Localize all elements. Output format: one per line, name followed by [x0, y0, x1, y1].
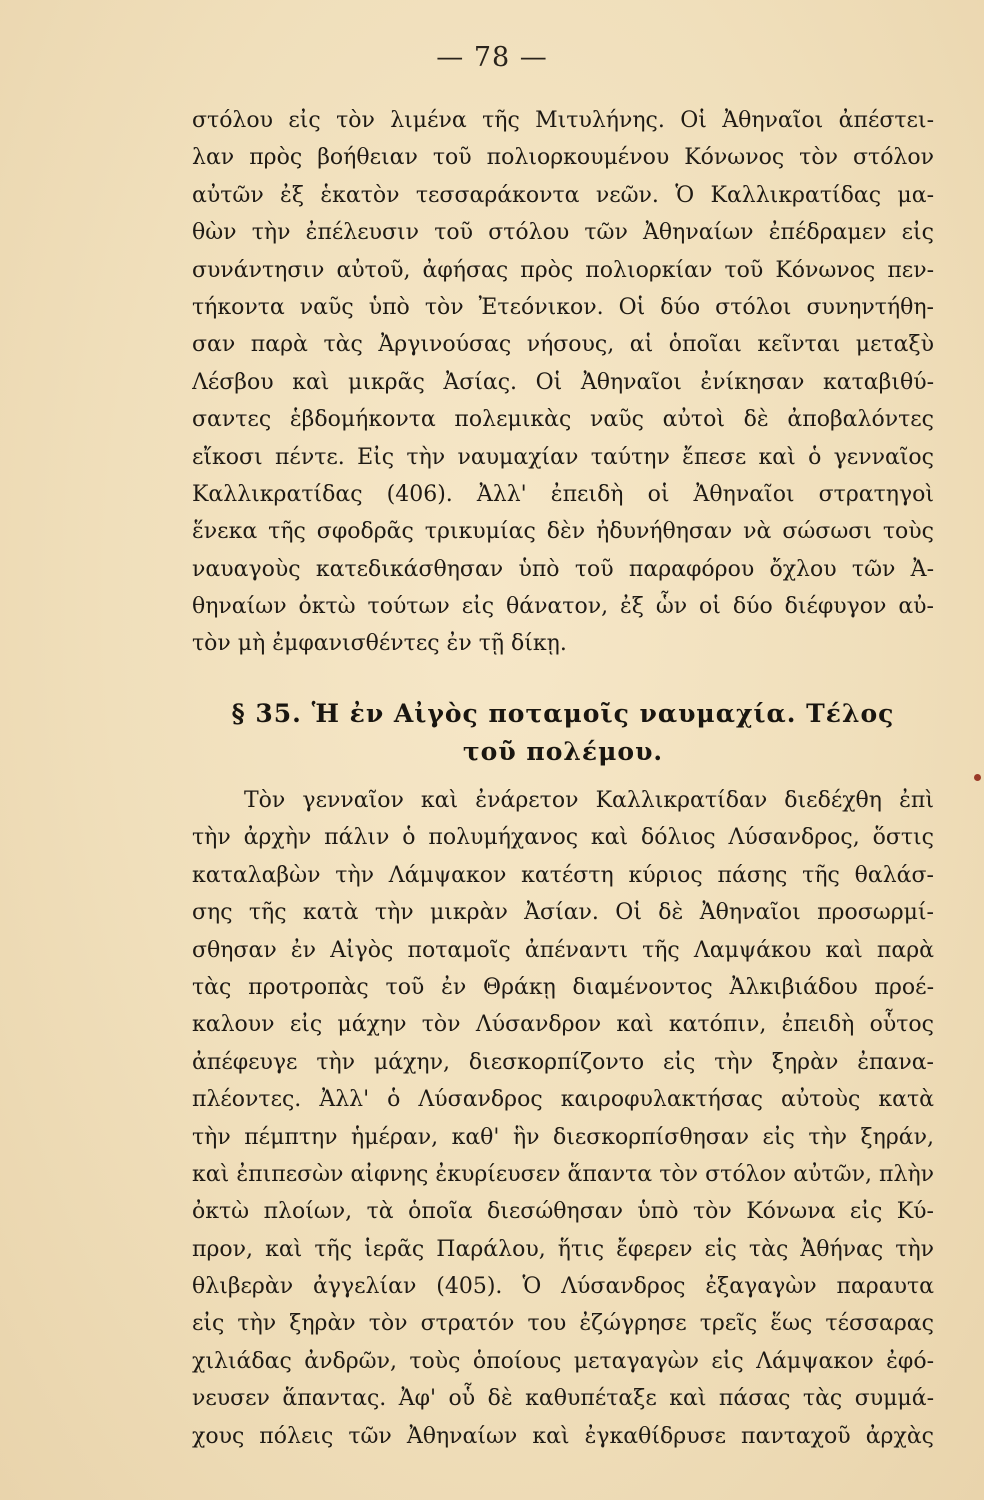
text-line: στόλου εἰς τὸν λιμένα τῆς Μιτυλήνης. Οἱ Ἀθηναῖοι ἀπέστει-: [192, 108, 934, 133]
text-line: πλέοντες. Ἀλλ' ὁ Λύσανδρος καιροφυλακτήσας αὐτοὺς κατὰ: [192, 1087, 934, 1113]
text-line: Καλλικρατίδας (406). Ἀλλ' ἐπειδὴ οἱ Ἀθηναῖοι στρατηγοὶ: [192, 481, 934, 507]
section-heading-continued: τοῦ πολέμου.: [462, 737, 664, 766]
text-line: θηναίων ὀκτὼ τούτων εἰς θάνατον, ἐξ ὧν οἱ δύο διέφυγον αὐ-: [192, 594, 934, 620]
text-line: προν, καὶ τῆς ἱερᾶς Παράλου, ἥτις ἔφερεν εἰς τὰς Ἀθήνας τὴν: [192, 1236, 934, 1262]
text-line: Τὸν γενναῖον καὶ ἐνάρετον Καλλικρατίδαν διεδέχθη ἐπὶ: [244, 788, 934, 813]
text-line: ὀκτὼ πλοίων, τὰ ὁποῖα διεσώθησαν ὑπὸ τὸν Κόνωνα εἰς Κύ-: [192, 1199, 934, 1225]
text-line: σαν παρὰ τὰς Ἀργινούσας νήσους, αἱ ὁποῖαι κεῖνται μεταξὺ: [192, 332, 934, 358]
text-line: ἀπέφευγε τὴν μάχην, διεσκορπίζοντο εἰς τὴν ξηρὰν ἐπανα-: [192, 1049, 934, 1075]
text-line: καταλαβὼν τὴν Λάμψακον κατέστη κύριος πάσης τῆς θαλάσ-: [192, 862, 934, 888]
text-line: καλουν εἰς μάχην τὸν Λύσανδρον καὶ κατόπιν, ἐπειδὴ οὗτος: [192, 1012, 934, 1038]
paper-spot: [974, 774, 981, 781]
text-line: τὴν πέμπτην ἡμέραν, καθ' ἣν διεσκορπίσθησαν εἰς τὴν ξηράν,: [192, 1124, 934, 1150]
text-line: τὸν μὴ ἐμφανισθέντες ἐν τῇ δίκῃ.: [192, 631, 567, 657]
text-line: τήκοντα ναῦς ὑπὸ τὸν Ἐτεόνικον. Οἱ δύο στόλοι συνηντήθη-: [192, 294, 934, 320]
text-line: τὰς προτροπὰς τοῦ ἐν Θράκῃ διαμένοντος Ἀλκιβιάδου προέ-: [192, 974, 934, 1000]
text-line: λαν πρὸς βοήθειαν τοῦ πολιορκουμένου Κόνωνος τὸν στόλον: [192, 145, 934, 171]
paragraph-2: [192, 782, 934, 1455]
text-line: θλιβερὰν ἀγγελίαν (405). Ὁ Λύσανδρος ἐξαγαγὼν παραυτα: [192, 1274, 934, 1300]
paragraph-1: [192, 102, 934, 663]
text-line: σαντες ἑβδομήκοντα πολεμικὰς ναῦς αὐτοὶ δὲ ἀποβαλόντες: [192, 407, 934, 433]
section-heading: § 35. Ἡ ἐν Αἰγὸς ποταμοῖς ναυμαχία. Τέλος: [231, 699, 895, 728]
text-line: ναυαγοὺς κατεδικάσθησαν ὑπὸ τοῦ παραφόρου ὄχλου τῶν Ἀ-: [192, 556, 934, 582]
text-line: αὐτῶν ἐξ ἑκατὸν τεσσαράκοντα νεῶν. Ὁ Καλλικρατίδας μα-: [192, 182, 934, 208]
text-line: συνάντησιν αὐτοῦ, ἀφήσας πρὸς πολιορκίαν τοῦ Κόνωνος πεν-: [192, 257, 934, 283]
text-line: καὶ ἐπιπεσὼν αἰφνης ἐκυρίευσεν ἅπαντα τὸν στόλον αὐτῶν, πλὴν: [192, 1161, 934, 1187]
page-number: — 78 —: [436, 42, 548, 73]
text-line: τὴν ἀρχὴν πάλιν ὁ πολυμήχανος καὶ δόλιος Λύσανδρος, ὅστις: [192, 825, 934, 851]
text-line: θὼν τὴν ἐπέλευσιν τοῦ στόλου τῶν Ἀθηναίων ἐπέδραμεν εἰς: [192, 220, 934, 246]
text-line: εἰς τὴν ξηρὰν τὸν στρατόν του ἐζώγρησε τρεῖς ἕως τέσσαρας: [192, 1311, 934, 1337]
text-line: σθησαν ἐν Αἰγὸς ποταμοῖς ἀπέναντι τῆς Λαμψάκου καὶ παρὰ: [192, 937, 934, 963]
text-line: εἴκοσι πέντε. Εἰς τὴν ναυμαχίαν ταύτην ἔπεσε καὶ ὁ γενναῖος: [192, 444, 934, 470]
text-line: χιλιάδας ἀνδρῶν, τοὺς ὁποίους μεταγαγὼν εἰς Λάμψακον ἐφό-: [192, 1348, 934, 1374]
text-line: νευσεν ἅπαντας. Ἀφ' οὗ δὲ καθυπέταξε καὶ πάσας τὰς συμμά-: [192, 1386, 934, 1412]
text-line: ἕνεκα τῆς σφοδρᾶς τρικυμίας δὲν ἠδυνήθησαν νὰ σώσωσι τοὺς: [192, 519, 934, 545]
text-line: Λέσβου καὶ μικρᾶς Ἀσίας. Οἱ Ἀθηναῖοι ἐνίκησαν καταβιθύ-: [192, 369, 934, 395]
text-line: σης τῆς κατὰ τὴν μικρὰν Ἀσίαν. Οἱ δὲ Ἀθηναῖοι προσωρμί-: [192, 900, 934, 926]
text-line: χους πόλεις τῶν Ἀθηναίων καὶ ἐγκαθίδρυσε πανταχοῦ ἀρχὰς: [192, 1423, 934, 1449]
